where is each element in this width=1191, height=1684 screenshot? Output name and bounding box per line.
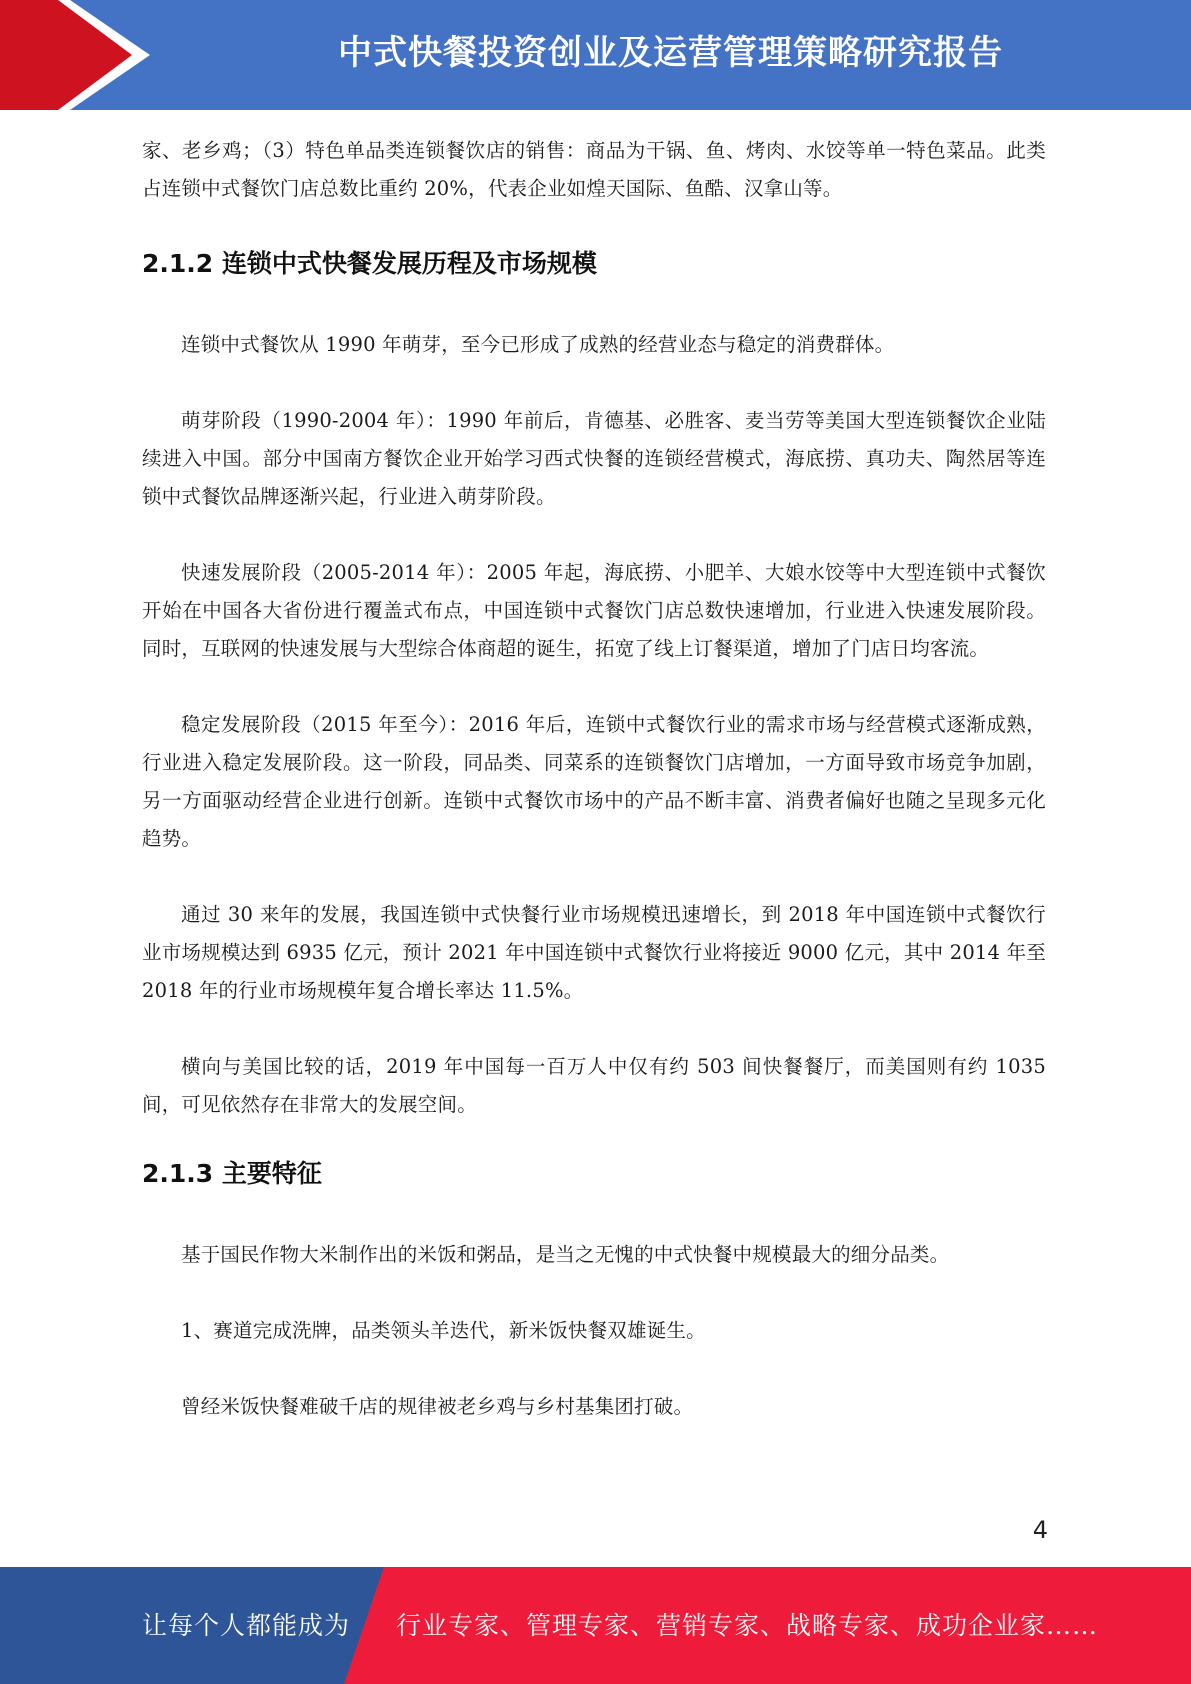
paragraph-origin: 连锁中式餐饮从 1990 年萌芽，至今已形成了成熟的经营业态与稳定的消费群体。 bbox=[181, 333, 895, 356]
paragraph-stable-stage: 稳定发展阶段（2015 年至今）：2016 年后，连锁中式餐饮行业的需求市场与经营模式逐渐成熟，行业进入稳定发展阶段。这一阶段，同品类、同菜系的连锁餐饮门店增加，一方面导致市场竞争加剧，另一方面驱动经营企业进行创新。连锁中式餐饮市场中的产品不断丰富、消费者偏好也随之呈现多元化趋势。 bbox=[142, 713, 1046, 850]
footer-slogan-left: 让每个人都能成为 bbox=[142, 1611, 351, 1640]
paragraph-point-1: 1、赛道完成洗牌，品类领头羊迭代，新米饭快餐双雄诞生。 bbox=[181, 1319, 706, 1342]
document-body bbox=[142, 132, 1046, 1426]
paragraph-sprout-stage: 萌芽阶段（1990-2004 年）：1990 年前后，肯德基、必胜客、麦当劳等美国大型连锁餐饮企业陆续进入中国。部分中国南方餐饮企业开始学习西式快餐的连锁经营模式，海底捞、真功夫、陶然居等连锁中式餐饮品牌逐渐兴起，行业进入萌芽阶段。 bbox=[142, 409, 1046, 508]
paragraph-market-size: 通过 30 来年的发展，我国连锁中式快餐行业市场规模迅速增长，到 2018 年中国连锁中式餐饮行业市场规模达到 6935 亿元，预计 2021 年中国连锁中式餐饮行业将接近 9000 亿元，其中 2014 年至 2018 年的行业市场规模年复合增长率达 11.5%。 bbox=[142, 903, 1046, 1002]
page-number: 4 bbox=[1032, 1516, 1048, 1544]
paragraph-us-comparison: 横向与美国比较的话，2019 年中国每一百万人中仅有约 503 间快餐餐厅，而美国则有约 1035 间，可见依然存在非常大的发展空间。 bbox=[142, 1055, 1046, 1116]
header-arrow-accent bbox=[0, 0, 150, 110]
paragraph-rice-category: 基于国民作物大米制作出的米饭和粥品，是当之无愧的中式快餐中规模最大的细分品类。 bbox=[181, 1243, 950, 1266]
page-header bbox=[0, 0, 1191, 110]
header-title: 中式快餐投资创业及运营管理策略研究报告 bbox=[338, 33, 1003, 73]
intro-paragraph: 家、老乡鸡；（3）特色单品类连锁餐饮店的销售：商品为干锅、鱼、烤肉、水饺等单一特色菜品。此类占连锁中式餐饮门店总数比重约 20%，代表企业如煌天国际、鱼酷、汉拿山等。 bbox=[142, 139, 1046, 200]
section-heading-2-1-3: 2.1.3 主要特征 bbox=[142, 1159, 322, 1188]
section-heading-2-1-2: 2.1.2 连锁中式快餐发展历程及市场规模 bbox=[142, 249, 597, 278]
footer-slogan-right: 行业专家、管理专家、营销专家、战略专家、成功企业家…… bbox=[396, 1611, 1099, 1640]
paragraph-rapid-stage: 快速发展阶段（2005-2014 年）：2005 年起，海底捞、小肥羊、大娘水饺等中大型连锁中式餐饮开始在中国各大省份进行覆盖式布点，中国连锁中式餐饮门店总数快速增加，行业进入快速发展阶段。同时，互联网的快速发展与大型综合体商超的诞生，拓宽了线上订餐渠道，增加了门店日均客流。 bbox=[142, 561, 1046, 660]
page-footer bbox=[0, 1567, 1191, 1684]
paragraph-thousand-stores: 曾经米饭快餐难破千店的规律被老乡鸡与乡村基集团打破。 bbox=[181, 1395, 694, 1418]
